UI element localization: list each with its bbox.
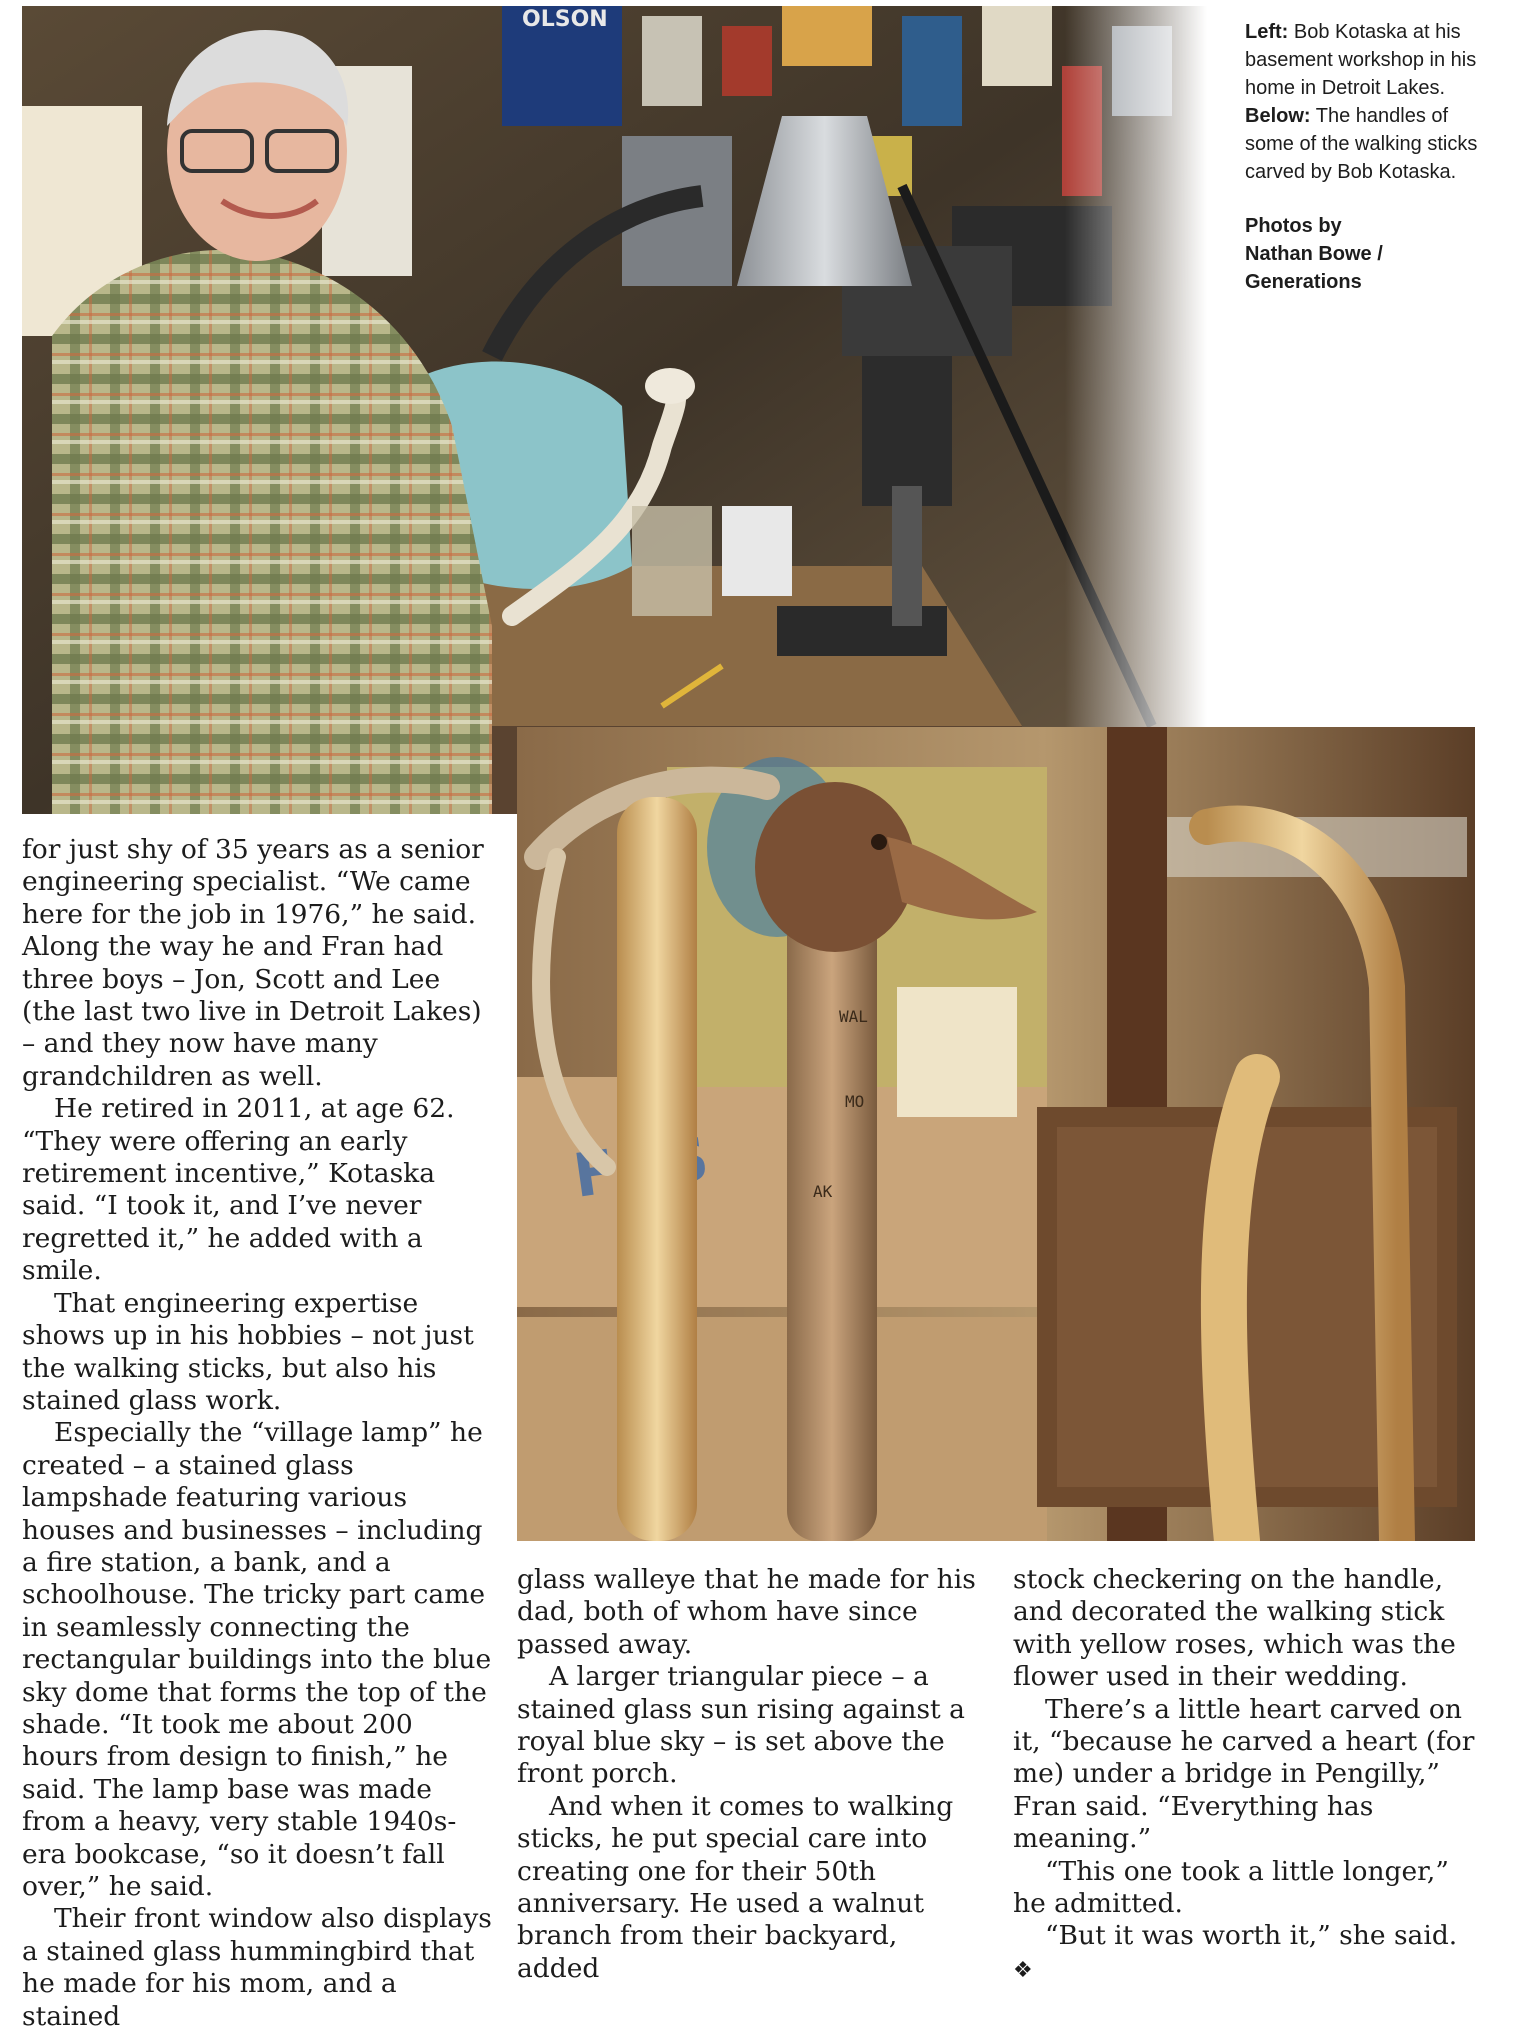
- caption-left-label: Left:: [1245, 21, 1289, 43]
- paragraph: [1013, 1920, 1483, 1987]
- photo-workshop-icon: [22, 6, 1207, 814]
- end-mark-icon: ❖: [1013, 1957, 1033, 1983]
- paragraph: stock checkering on the handle, and decorated the walking stick with yellow roses, which was the flower used in their wedding.: [1013, 1564, 1456, 1693]
- credit-line-2: Nathan Bowe /: [1245, 243, 1383, 265]
- paragraph: for just shy of 35 years as a senior engineering specialist. “We came here for the job in 1976,” he said. Along the way he and Fran had three boys – Jon, Scott and Lee (the last two live in Detroit Lakes) – and they now have many grandchildren as well.: [22, 834, 484, 1092]
- svg-text:MO: MO: [845, 1092, 865, 1111]
- closing-sentence: “But it was worth it,” she said.: [1045, 1920, 1458, 1952]
- photo-credit: [1245, 212, 1495, 296]
- credit-line-3: Generations: [1245, 271, 1362, 293]
- svg-text:AK: AK: [813, 1182, 833, 1201]
- photo-sticks-icon: [517, 727, 1475, 1541]
- article-column-1: [22, 834, 492, 2033]
- photo-workshop: [22, 6, 1207, 814]
- paragraph: “This one took a little longer,” he admitted.: [1013, 1855, 1449, 1920]
- paragraph: glass walleye that he made for his dad, both of whom have since passed away.: [517, 1564, 976, 1660]
- photo-sticks: [517, 727, 1475, 1541]
- paragraph: A larger triangular piece – a stained glass sun rising against a royal blue sky – is set above the front porch.: [517, 1661, 965, 1790]
- paragraph: There’s a little heart carved on it, “because he carved a heart (for me) under a bridge in Pengilly,” Fran said. “Everything has meaning.”: [1013, 1693, 1475, 1855]
- svg-text:WAL: WAL: [839, 1007, 868, 1026]
- photo-caption: [1245, 18, 1495, 296]
- credit-line-1: Photos by: [1245, 215, 1342, 237]
- paragraph: Especially the “village lamp” he created – a stained glass lampshade featuring various houses and businesses – including a fire station, a bank, and a schoolhouse. The tricky part came in seamlessly connecting the rectangular buildings into the blue sky dome that forms the top of the shade. “It took me about 200 hours from design to finish,” he said. The lamp base was made from a heavy, very stable 1940s-era bookcase, “so it doesn’t fall over,” he said.: [22, 1417, 492, 1902]
- article-column-2: [517, 1564, 977, 1985]
- caption-left-text: Bob Kotaska at his basement workshop in his home in Detroit Lakes.: [1245, 21, 1477, 99]
- paragraph: That engineering expertise shows up in his hobbies – not just the walking sticks, but also his stained glass work.: [22, 1287, 474, 1416]
- caption-below-text: The handles of some of the walking sticks carved by Bob Kotaska.: [1245, 105, 1478, 183]
- paragraph: And when it comes to walking sticks, he put special care into creating one for their 50th anniversary. He used a walnut branch from their backyard, added: [517, 1790, 954, 1984]
- paragraph: Their front window also displays a stained glass hummingbird that he made for his mom, and a stained: [22, 1903, 492, 2032]
- paragraph: He retired in 2011, at age 62. “They were offering an early retirement incentive,” Kotaska said. “I took it, and I’ve never regretted it,” he added with a smile.: [22, 1093, 455, 1287]
- caption-below-label: Below:: [1245, 105, 1311, 127]
- article-column-3: [1013, 1564, 1483, 1987]
